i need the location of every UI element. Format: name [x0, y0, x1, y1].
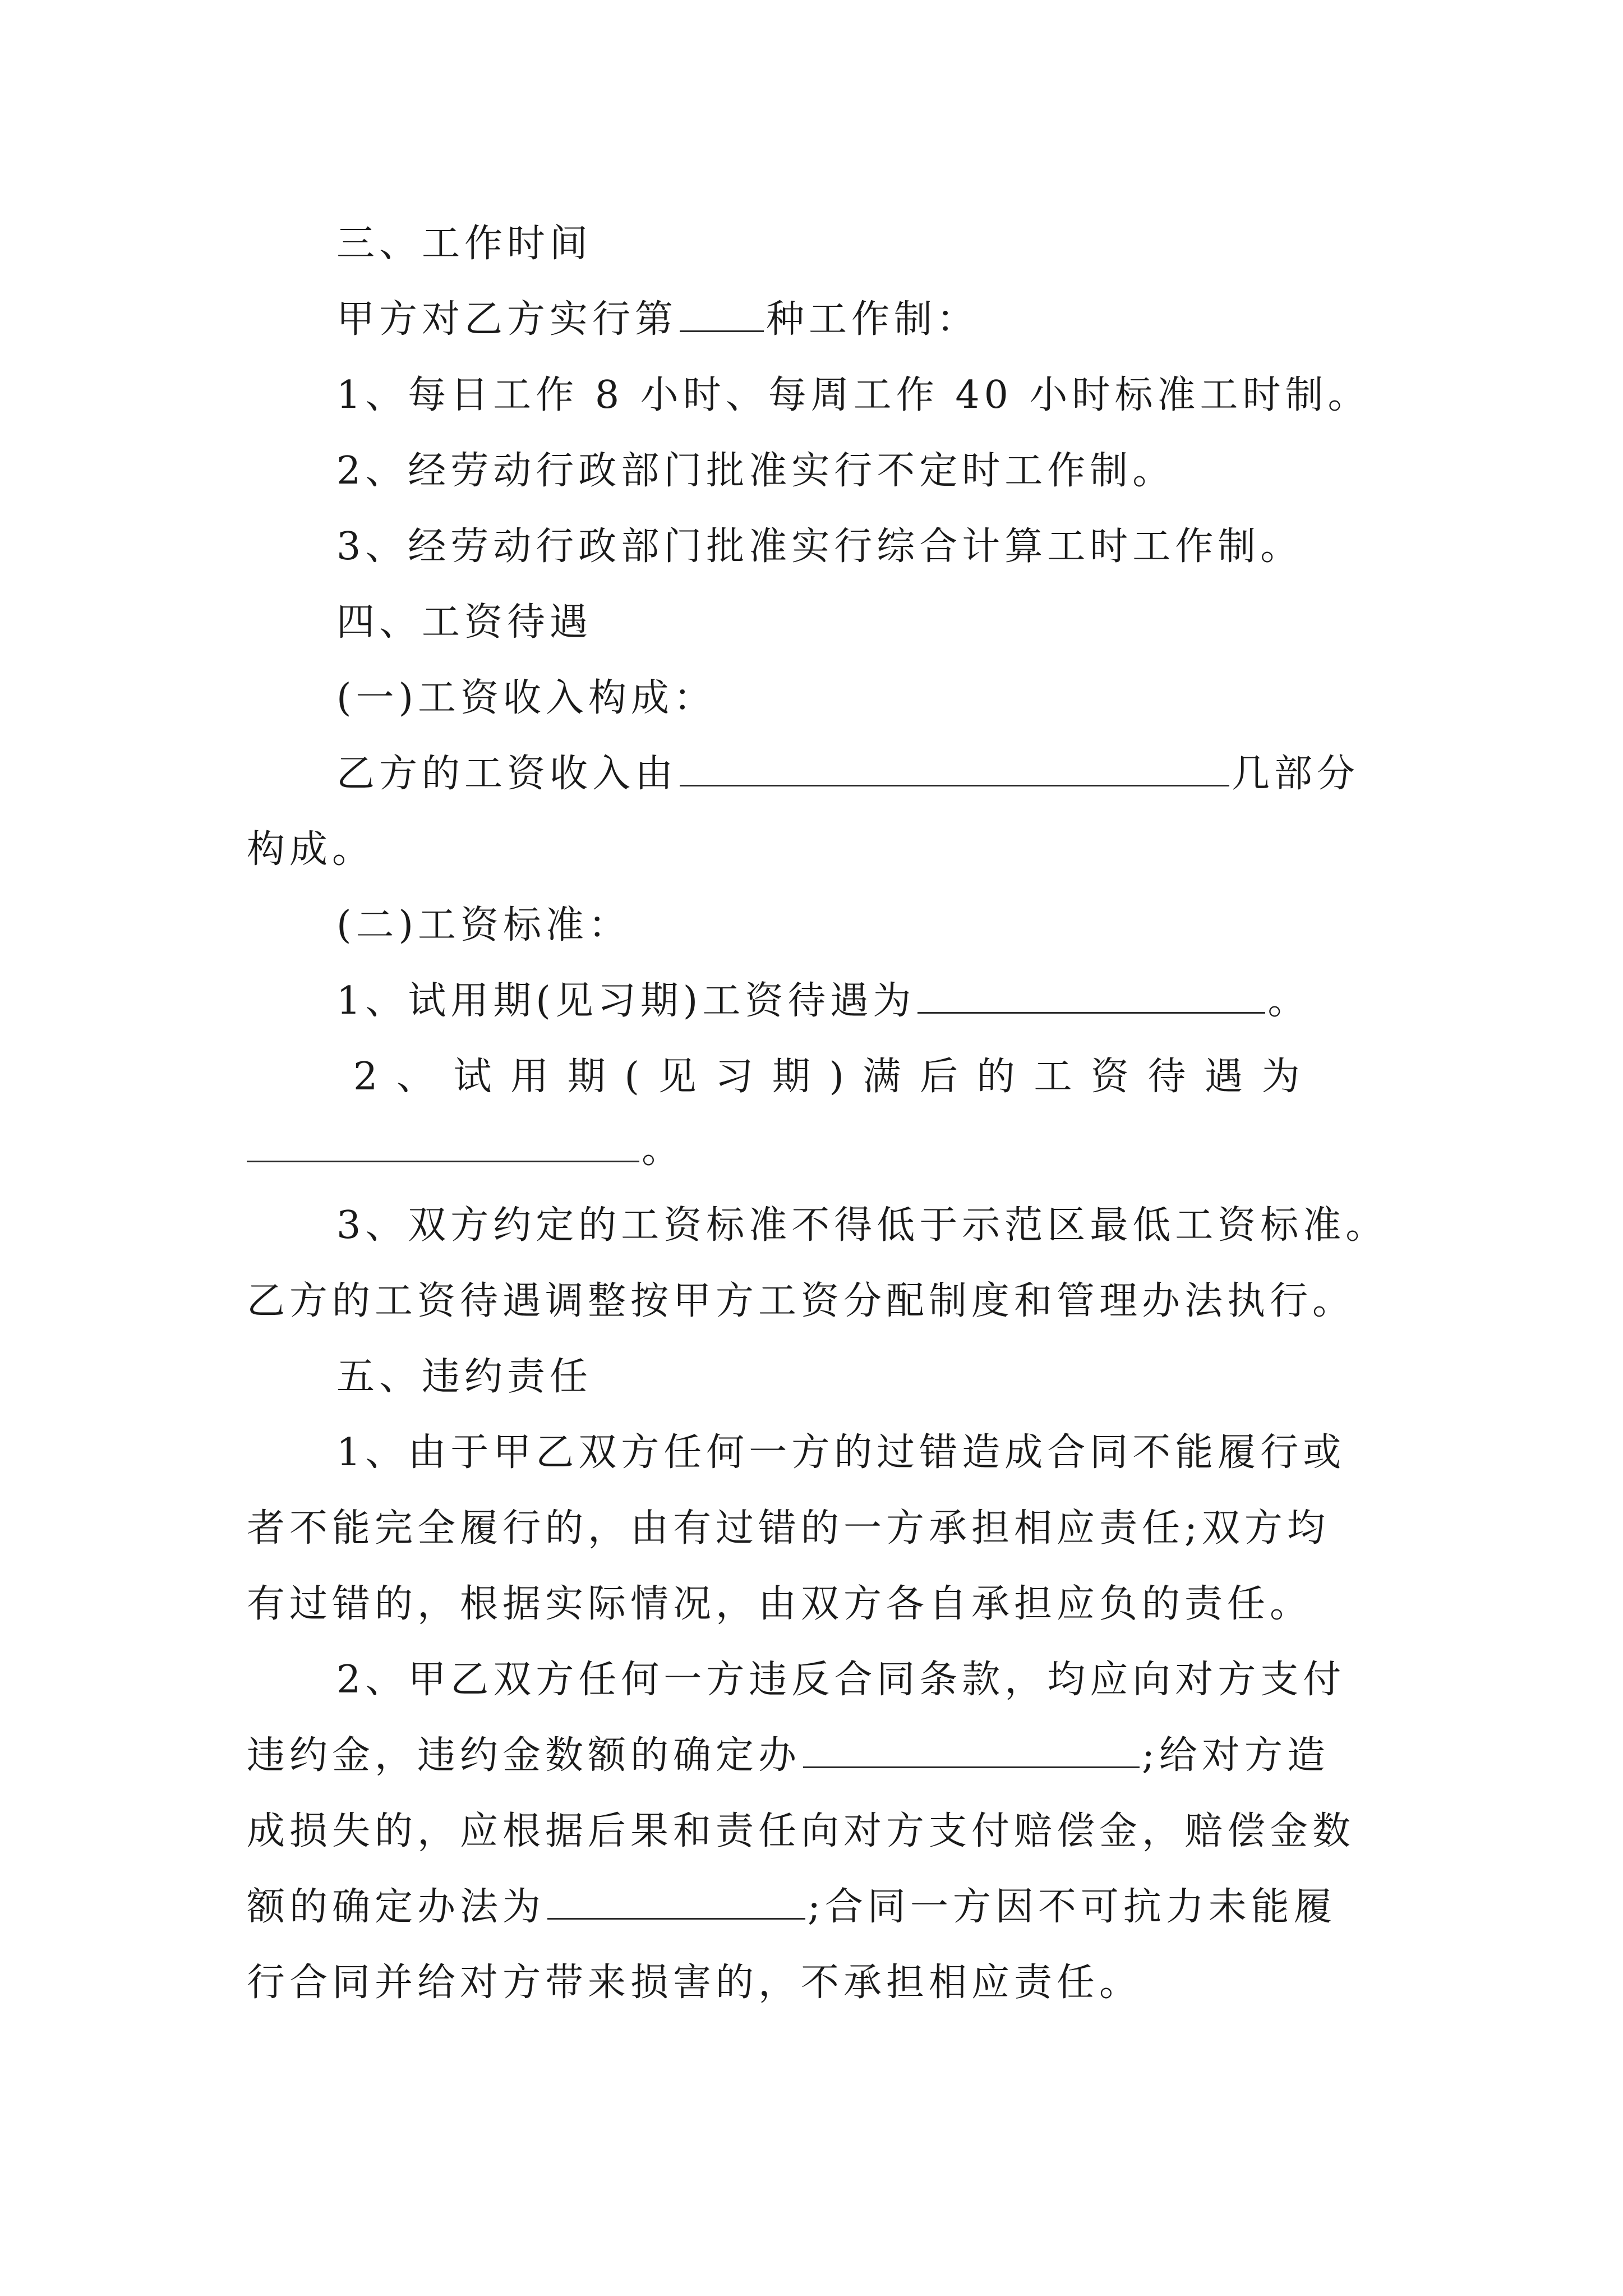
- section-5-item-2-line-1: 2、甲乙双方任何一方违反合同条款，均应向对方支付: [336, 1658, 1346, 1702]
- section-4-item-3-line-1: 3、双方约定的工资标准不得低于示范区最低工资标准。: [336, 1203, 1389, 1248]
- section-4-item-2-blank-line: 。: [247, 1128, 1391, 1172]
- section-4-sub-1-text: 乙方的工资收入由 几部分: [336, 752, 1360, 796]
- section-3-item-2: 2、经劳动行政部门批准实行不定时工作制。: [336, 449, 1175, 493]
- section-3-item-3: 3、经劳动行政部门批准实行综合计算工时工作制。: [336, 524, 1303, 569]
- section-4-sub-1-text-cont: 构成。: [247, 827, 375, 872]
- section-4-item-3-line-2: 乙方的工资待遇调整按甲方工资分配制度和管理办法执行。: [247, 1279, 1355, 1323]
- section-4-item-1: 1、试用期(见习期)工资待遇为 。: [336, 979, 1311, 1023]
- section-5-item-2-line-3: 成损失的，应根据后果和责任向对方支付赔偿金，赔偿金数: [247, 1809, 1355, 1853]
- section-5-title: 五、违约责任: [336, 1355, 593, 1399]
- section-4-title: 四、工资待遇: [336, 600, 593, 645]
- section-3-title: 三、工作时间: [336, 222, 593, 266]
- compensation-method-blank[interactable]: [547, 1885, 805, 1920]
- probation-salary-blank[interactable]: [917, 979, 1265, 1014]
- section-5-item-2-line-5: 行合同并给对方带来损害的，不承担相应责任。: [247, 1961, 1142, 2005]
- post-probation-salary-blank[interactable]: [247, 1128, 639, 1162]
- section-5-item-1-line-2: 者不能完全履行的，由有过错的一方承担相应责任;双方均: [247, 1506, 1330, 1550]
- penalty-method-blank[interactable]: [803, 1734, 1140, 1768]
- section-4-sub-2: (二)工资标准：: [336, 903, 631, 947]
- section-5-item-1-line-1: 1、由于甲乙双方任何一方的过错造成合同不能履行或: [336, 1430, 1346, 1475]
- section-3-intro: 甲方对乙方实行第 种工作制：: [336, 297, 980, 342]
- section-5-item-1-line-3: 有过错的，根据实际情况，由双方各自承担应负的责任。: [247, 1582, 1313, 1626]
- section-4-item-2: 2 、 试 用 期 ( 见 习 期 ) 满 后 的 工 资 待 遇 为: [353, 1055, 1303, 1099]
- section-5-item-2-line-4: 额的确定办法为 ;合同一方因不可抗力未能履: [247, 1885, 1336, 1929]
- section-5-item-2-line-2: 违约金，违约金数额的确定办 ;给对方造: [247, 1733, 1330, 1778]
- work-system-blank[interactable]: [680, 298, 764, 332]
- section-4-sub-1: (一)工资收入构成：: [336, 676, 717, 720]
- section-3-item-1: 1、每日工作 8 小时、每周工作 40 小时标准工时制。: [336, 373, 1371, 417]
- salary-components-blank[interactable]: [680, 752, 1229, 786]
